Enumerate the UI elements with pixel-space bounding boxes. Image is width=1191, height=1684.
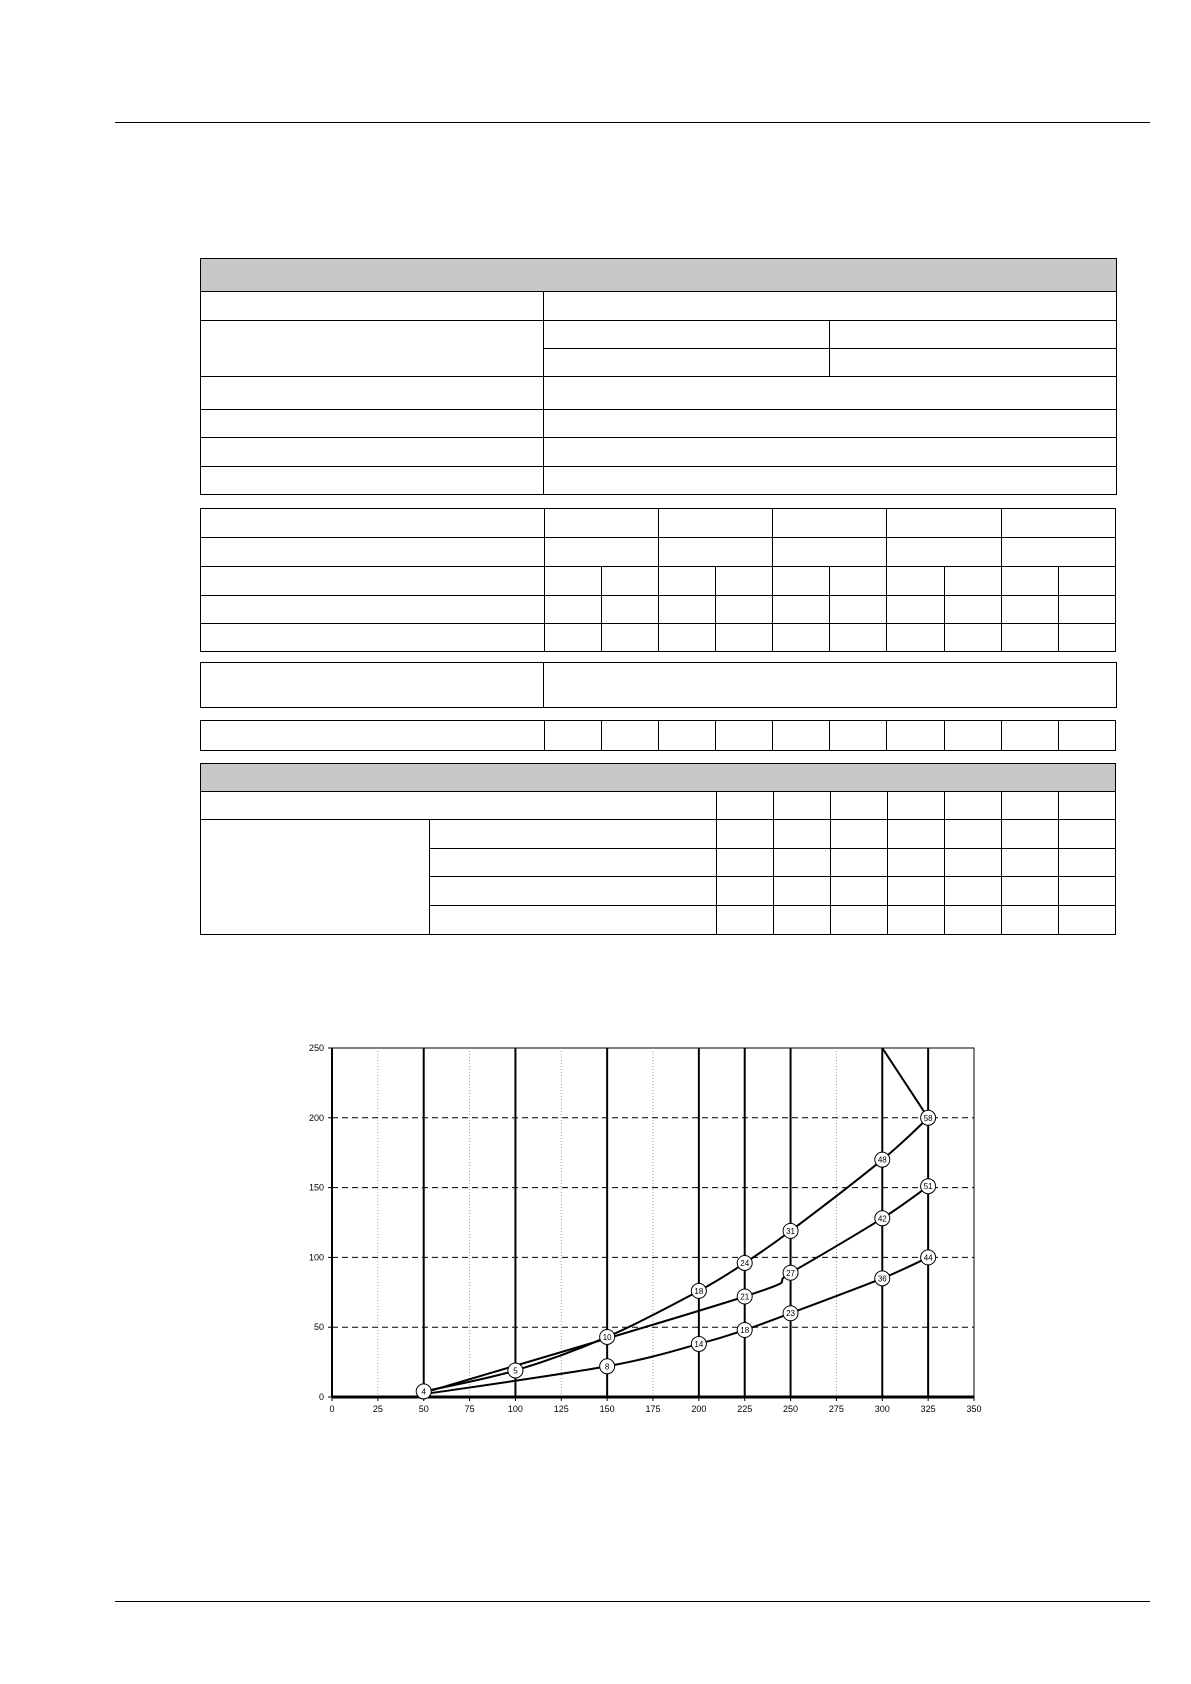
- table-cell: [773, 538, 887, 567]
- table-row: [201, 820, 1116, 849]
- y-tick-label: 200: [308, 1112, 324, 1123]
- table-cell: [658, 509, 772, 538]
- spec-table-performance: [200, 763, 1116, 935]
- x-tick-label: 300: [874, 1404, 890, 1414]
- table-cell: [544, 292, 1117, 321]
- spec-table-single-row: [200, 720, 1116, 751]
- table-cell: [773, 509, 887, 538]
- data-label: 8: [604, 1362, 610, 1372]
- data-label: 36: [877, 1274, 887, 1284]
- table-header-bar: [201, 259, 1117, 292]
- table-cell: [544, 410, 1117, 438]
- table-cell: [201, 509, 545, 538]
- x-tick-label: 150: [599, 1404, 615, 1414]
- x-tick-label: 50: [418, 1404, 429, 1414]
- spec-table-general: [200, 258, 1117, 495]
- table-cell: [201, 538, 545, 567]
- table-row: [201, 567, 1116, 596]
- x-tick-label: 100: [507, 1404, 523, 1414]
- x-tick-label: 250: [783, 1404, 799, 1414]
- data-label: 21: [740, 1292, 750, 1302]
- data-label: 10: [602, 1332, 612, 1342]
- data-label: 31: [786, 1226, 796, 1236]
- table-cell: [1001, 509, 1115, 538]
- table-header-bar: [201, 764, 1116, 792]
- table-cell: [544, 377, 1117, 410]
- table-cell: [830, 349, 1117, 377]
- table-cell: [201, 292, 544, 321]
- data-label: 48: [877, 1155, 887, 1165]
- y-tick-label: 0: [318, 1392, 324, 1402]
- data-label: 5: [513, 1366, 518, 1376]
- spec-table-note: [200, 662, 1117, 708]
- x-tick-label: 175: [645, 1404, 661, 1414]
- line-chart: [290, 1035, 990, 1415]
- data-label: 58: [923, 1113, 933, 1123]
- header-rule: [115, 122, 1150, 123]
- table-row: [201, 792, 1116, 820]
- table-cell: [887, 509, 1001, 538]
- data-label: 42: [877, 1214, 887, 1224]
- data-label: 24: [740, 1258, 750, 1268]
- table-cell: [658, 538, 772, 567]
- data-label: 27: [786, 1268, 796, 1278]
- table-cell: [201, 321, 544, 377]
- x-tick-label: 125: [553, 1404, 569, 1414]
- x-tick-label: 225: [737, 1404, 753, 1414]
- table-cell: [544, 438, 1117, 467]
- x-tick-label: 75: [464, 1404, 475, 1414]
- table-cell: [544, 509, 658, 538]
- spec-table-columns: [200, 508, 1116, 652]
- table-cell: [201, 410, 544, 438]
- table-cell: [544, 663, 1117, 708]
- table-row: [201, 596, 1116, 624]
- table-cell: [1001, 538, 1115, 567]
- table-cell: [201, 663, 544, 708]
- table-cell: [544, 467, 1117, 495]
- x-tick-label: 200: [691, 1404, 707, 1414]
- data-label: 14: [694, 1339, 704, 1349]
- x-tick-label: 275: [828, 1404, 844, 1414]
- y-tick-label: 100: [308, 1252, 324, 1263]
- y-tick-label: 50: [313, 1322, 324, 1333]
- footer-rule: [115, 1601, 1150, 1602]
- table-cell: [830, 321, 1117, 349]
- y-tick-label: 250: [308, 1043, 324, 1053]
- x-tick-label: 325: [920, 1404, 936, 1414]
- data-label: 51: [923, 1182, 933, 1192]
- table-row: [201, 624, 1116, 652]
- table-cell: [201, 438, 544, 467]
- table-cell: [544, 349, 830, 377]
- y-tick-label: 150: [308, 1182, 324, 1193]
- data-label: 18: [694, 1286, 704, 1296]
- x-tick-label: 25: [372, 1404, 383, 1414]
- table-cell: [201, 377, 544, 410]
- x-tick-label: 350: [966, 1404, 982, 1414]
- data-label: 18: [740, 1325, 750, 1335]
- table-cell: [544, 321, 830, 349]
- data-label: 44: [923, 1253, 933, 1263]
- table-cell: [544, 538, 658, 567]
- data-label: 23: [786, 1309, 796, 1319]
- table-cell: [887, 538, 1001, 567]
- data-label: 4: [421, 1387, 426, 1397]
- table-row: [201, 721, 1116, 751]
- x-tick-label: 0: [329, 1404, 335, 1414]
- table-cell: [201, 467, 544, 495]
